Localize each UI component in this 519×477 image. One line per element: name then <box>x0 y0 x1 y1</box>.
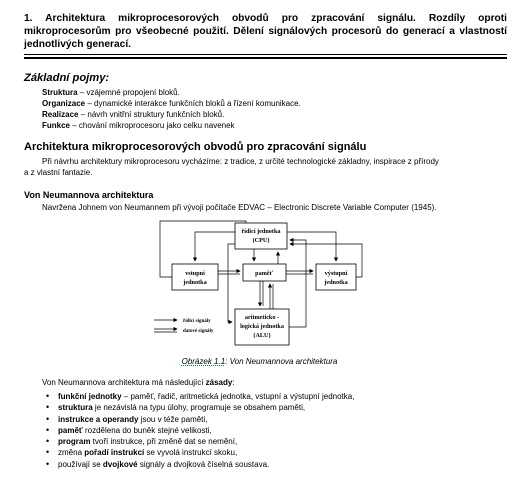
basics-heading: Základní pojmy: <box>24 72 110 84</box>
cpu-label-1: řídicí jednotka <box>241 228 281 235</box>
properties-list <box>46 391 354 470</box>
definition-item: Organizace – dynamické interakce funkčních bloků a řízení komunikace. <box>42 99 301 108</box>
list-item: • instrukce a operandy jsou v téže paměti, <box>46 414 354 425</box>
list-item: • struktura je nezávislá na typu úlohy, programuje se obsahem paměti, <box>46 402 354 413</box>
output-label-1: výstupní <box>324 270 348 277</box>
output-unit-box <box>316 264 356 290</box>
cpu-label-2: (CPU) <box>252 237 270 244</box>
list-item: • program tvoří instrukce, při změně dat se nemění, <box>46 436 354 447</box>
input-unit-box <box>172 264 218 290</box>
output-label-2: jednotka <box>324 279 348 286</box>
alu-label-2: logická jednotka <box>240 323 284 330</box>
figure-caption-text: : Von Neumannova architektura <box>225 357 338 366</box>
figure-caption <box>0 357 519 366</box>
list-item: • změna pořadí instrukcí se vyvolá instrukcí skoku, <box>46 447 354 458</box>
von-neumann-intro: Navržena Johnem von Neumannem při vývoji počítače EDVAC – Electronic Discrete Variable Computer (1945). <box>42 203 437 212</box>
list-item: • paměť rozdělena do buněk stejné velikosti, <box>46 425 354 436</box>
legend-control-label: řídicí signály <box>183 319 211 324</box>
properties-intro: Von Neumannova architektura má následující zásady: <box>42 378 235 387</box>
list-item: • používají se dvojkové signály a dvojková číselná soustava. <box>46 459 354 470</box>
von-neumann-diagram <box>150 218 365 350</box>
cpu-box <box>235 223 287 249</box>
figure-caption-label: Obrázek 1.1 <box>181 357 226 366</box>
architecture-heading: Architektura mikroprocesorových obvodů pro zpracování signálu <box>24 141 367 153</box>
definition-list <box>42 87 301 131</box>
alu-label-3: (ALU) <box>253 332 271 339</box>
heading-rule-thick <box>24 57 507 59</box>
input-label-1: vstupní <box>185 270 205 277</box>
legend-data-label: datové signály <box>183 329 214 334</box>
diagram-legend <box>154 319 214 334</box>
question-heading: 1. Architektura mikroprocesorových obvodů pro zpracování signálu. Rozdíly oproti mikroprocesorům pro všeobecné použití. Dělení signálových procesorů do generací a vlastností jednotlivých generací. <box>24 13 507 50</box>
memory-label: paměť <box>255 270 273 277</box>
von-neumann-heading: Von Neumannova architektura <box>24 190 154 200</box>
list-item: • funkční jednotky – paměť, řadič, aritmetická jednotka, vstupní a výstupní jednotka, <box>46 391 354 402</box>
alu-label-1: aritmeticko - <box>244 314 280 321</box>
input-label-2: jednotka <box>183 279 207 286</box>
architecture-paragraph-line2: a z vlastní fantazie. <box>24 168 93 177</box>
heading-rule-thin <box>24 54 507 55</box>
definition-item: Funkce – chování mikroprocesoru jako celku navenek <box>42 121 235 130</box>
definition-item: Struktura – vzájemné propojení bloků. <box>42 88 180 97</box>
definition-item: Realizace – návrh vnitřní struktury funkčních bloků. <box>42 110 225 119</box>
architecture-paragraph-line1: Při návrhu architektury mikroprocesoru vycházíme: z tradice, z určité technologické základny, inspirace z přírody <box>42 157 439 166</box>
